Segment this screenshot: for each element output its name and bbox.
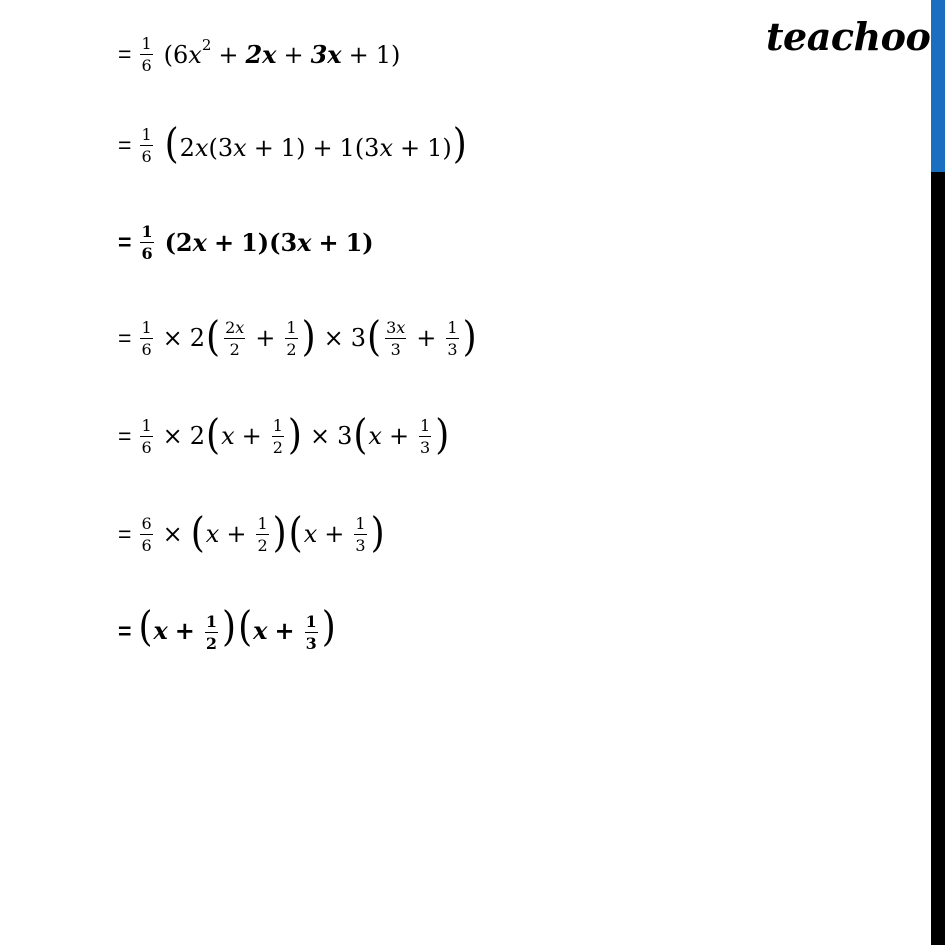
equals-sign: = <box>118 131 132 158</box>
fraction-2x-over-2: $\frac{2x}{2}$ <box>225 317 245 359</box>
math-expression: (2x + 1)(3x + 1) <box>164 227 374 257</box>
equals-sign: = <box>118 422 132 449</box>
equation-line-1 <box>118 24 400 84</box>
math-expression: $(6x^2 + 2x + 3x + 1)$ <box>163 35 401 69</box>
fraction-one-sixth: $\frac{1}{6}$ <box>141 33 152 75</box>
fraction-one-half: $\frac{1}{2}$ <box>257 513 268 555</box>
fraction-one-sixth: $\frac{1}{6}$ <box>141 124 152 166</box>
fraction-one-half: $\frac{1}{2}$ <box>286 317 297 359</box>
math-expression: (x + $\frac{1}{2}$ )(x + $\frac{1}{3}$ ) <box>138 603 336 653</box>
fraction-one-half: $\frac{1}{2}$ <box>272 415 283 457</box>
equals-sign: = <box>118 617 132 644</box>
equation-line-5: = $\frac{1}{6}$ × 2 ( x + $\frac{1}{2}$ ) × 3 ( x + $\frac{1}{3}$ ) <box>118 411 450 459</box>
math-expression: (2x(3x + 1) + 1(3x + 1)) <box>164 120 467 168</box>
fraction-one-third: $\frac{1}{3}$ <box>355 513 366 555</box>
equation-line-3 <box>118 212 374 272</box>
fraction-one-third: $\frac{1}{3}$ <box>447 317 458 359</box>
fraction-six-sixths: $\frac{6}{6}$ <box>141 513 152 555</box>
fraction-one-third: $\frac{1}{3}$ <box>420 415 431 457</box>
sidebar-accent-bar <box>931 0 945 172</box>
fraction-3x-over-3: $\frac{3x}{3}$ <box>386 317 406 359</box>
fraction-one-sixth: $\frac{1}{6}$ <box>141 415 152 457</box>
equals-sign: = <box>118 324 132 351</box>
fraction-one-sixth: $\frac{1}{6}$ <box>141 221 153 263</box>
equation-line-7 <box>118 601 337 661</box>
equals-sign: = <box>118 520 132 547</box>
equals-sign: = <box>118 228 132 255</box>
equation-line-4: = $\frac{1}{6}$ × 2 ( $\frac{2x}{2}$ + $\frac{1}{2}$ ) × 3 ( $\frac{3x}{3}$ + $\frac{1}{3}$ ) <box>118 313 477 361</box>
teachoo-logo: teachoo <box>766 14 931 59</box>
equation-line-2 <box>118 115 468 175</box>
equation-line-6: = $\frac{6}{6}$ × ( x + $\frac{1}{2}$ ) ( x + $\frac{1}{3}$ ) <box>118 509 385 557</box>
fraction-one-sixth: $\frac{1}{6}$ <box>141 317 152 359</box>
equals-sign: = <box>118 40 132 67</box>
